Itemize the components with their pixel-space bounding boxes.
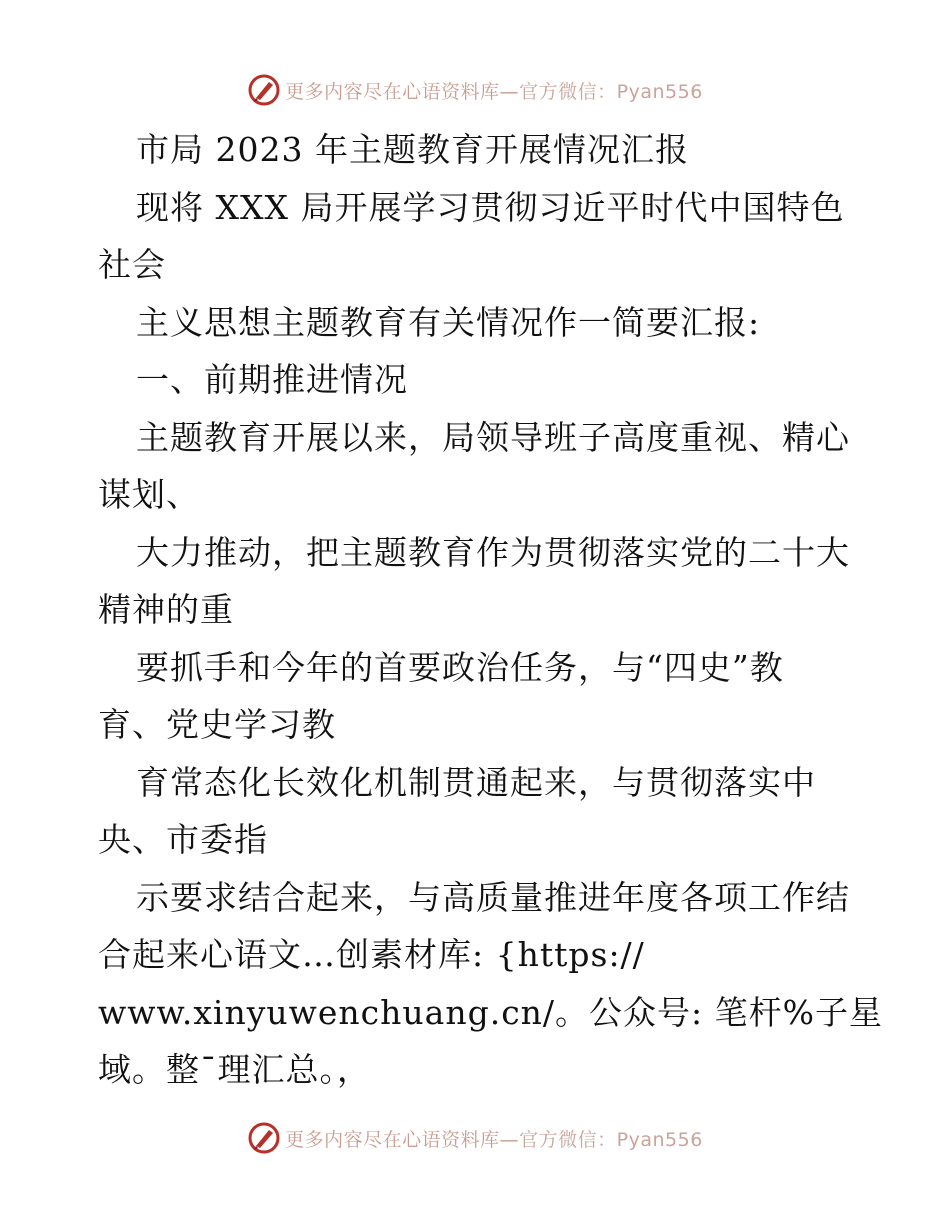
text-line: 市局 2023 年主题教育开展情况汇报 (136, 130, 689, 169)
text-line: 域。整¯理汇总。， (98, 1050, 371, 1089)
text-line: 要抓手和今年的首要政治任务，与“四史”教 (136, 647, 784, 687)
text-line: 一、前期推进情况 (136, 360, 408, 399)
text-line: 示要求结合起来，与高质量推进年度各项工作结 (136, 877, 850, 917)
text-line: www.xinyuwenchuang.cn/。公众号: 笔杆%子星 (98, 992, 884, 1032)
text-line: 现将 XXX 局开展学习贯彻习近平时代中国特色 (136, 187, 845, 227)
text-line: 谋划、 (98, 475, 200, 514)
text-line: 精神的重 (98, 590, 234, 629)
text-line: 育、党史学习教 (98, 705, 336, 744)
text-line: 育常态化长效化机制贯通起来，与贯彻落实中 (136, 762, 816, 802)
quill-pen-icon (247, 1121, 281, 1155)
text-line: 合起来心语文…创素材库: {https:// (98, 935, 645, 974)
header-banner (0, 70, 950, 110)
text-line: 大力推动，把主题教育作为贯彻落实党的二十大 (136, 532, 850, 572)
text-line: 央、市委指 (98, 820, 268, 859)
footer-banner (0, 1118, 950, 1158)
document-body (98, 121, 884, 1099)
text-line: 主题教育开展以来，局领导班子高度重视、精心 (136, 417, 850, 457)
banner-text: 更多内容尽在心语资料库—官方微信：Pyan556 (285, 1128, 703, 1151)
text-line: 社会 (98, 245, 166, 284)
banner-text: 更多内容尽在心语资料库—官方微信：Pyan556 (285, 80, 703, 103)
quill-pen-icon (247, 73, 281, 107)
text-line: 主义思想主题教育有关情况作一简要汇报: (136, 302, 761, 342)
